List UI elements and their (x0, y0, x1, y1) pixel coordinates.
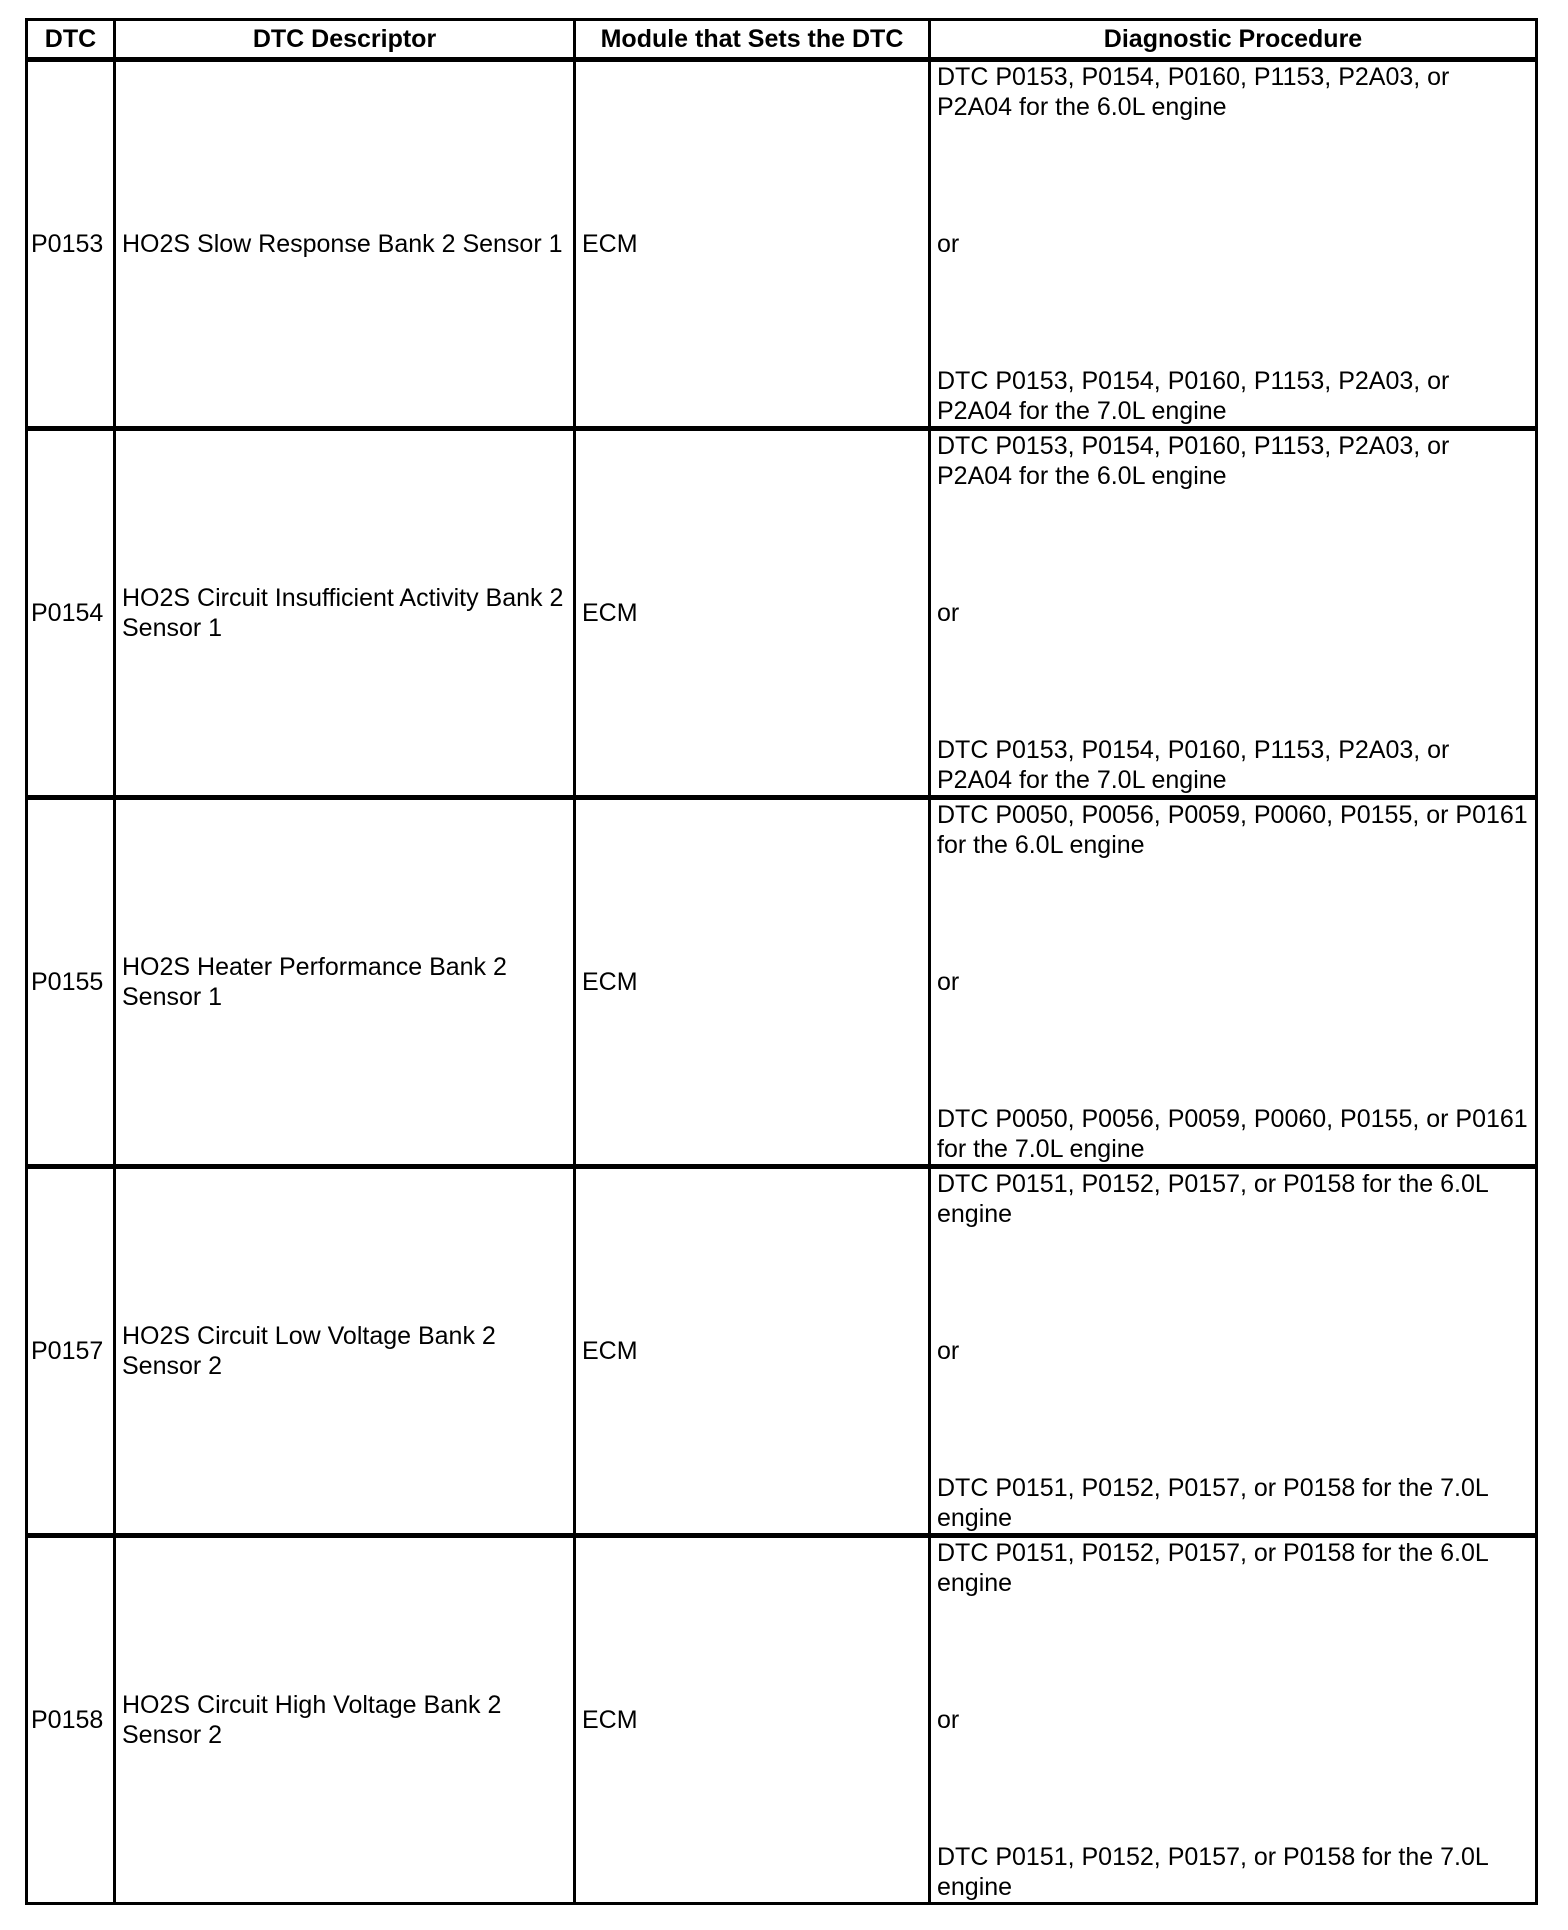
dtc-descriptor: HO2S Circuit High Voltage Bank 2 Sensor 2 (115, 1536, 575, 1904)
procedure-7-0l-link: DTC P0153, P0154, P0160, P1153, P2A03, or P2A04 for the 7.0L engine (937, 736, 1450, 794)
procedure-6-0l-link: DTC P0151, P0152, P0157, or P0158 for the 6.0L engine (937, 1170, 1488, 1228)
procedure-6-0l-link: DTC P0153, P0154, P0160, P1153, P2A03, or P2A04 for the 6.0L engine (937, 63, 1450, 121)
procedure-or: or (937, 968, 960, 996)
dtc-code: P0153 (27, 60, 115, 429)
module: ECM (575, 1167, 930, 1536)
diagnostic-procedure (930, 1536, 1537, 1904)
module: ECM (575, 60, 930, 429)
procedure-7-0l-link: DTC P0151, P0152, P0157, or P0158 for the 7.0L engine (937, 1843, 1488, 1901)
table-body (27, 60, 1537, 1904)
procedure-or: or (937, 230, 960, 258)
module: ECM (575, 798, 930, 1167)
procedure-or: or (937, 1706, 960, 1734)
header-procedure: Diagnostic Procedure (930, 20, 1537, 60)
procedure-or: or (937, 599, 960, 627)
table-header (27, 20, 1537, 60)
table-row (27, 798, 1537, 1167)
procedure-6-0l-link: DTC P0050, P0056, P0059, P0060, P0155, or P0161 for the 6.0L engine (937, 801, 1528, 859)
dtc-code: P0158 (27, 1536, 115, 1904)
dtc-descriptor: HO2S Slow Response Bank 2 Sensor 1 (115, 60, 575, 429)
dtc-code: P0155 (27, 798, 115, 1167)
table-row (27, 1536, 1537, 1904)
table-row (27, 60, 1537, 429)
procedure-6-0l-link: DTC P0153, P0154, P0160, P1153, P2A03, or P2A04 for the 6.0L engine (937, 432, 1450, 490)
dtc-code: P0157 (27, 1167, 115, 1536)
procedure-6-0l-link: DTC P0151, P0152, P0157, or P0158 for the 6.0L engine (937, 1539, 1488, 1597)
module: ECM (575, 1536, 930, 1904)
diagnostic-procedure (930, 798, 1537, 1167)
table-row (27, 429, 1537, 798)
header-row (27, 20, 1537, 60)
dtc-descriptor: HO2S Circuit Insufficient Activity Bank 2 Sensor 1 (115, 429, 575, 798)
dtc-descriptor: HO2S Heater Performance Bank 2 Sensor 1 (115, 798, 575, 1167)
diagnostic-procedure (930, 429, 1537, 798)
header-module: Module that Sets the DTC (575, 20, 930, 60)
procedure-7-0l-link: DTC P0153, P0154, P0160, P1153, P2A03, or P2A04 for the 7.0L engine (937, 367, 1450, 425)
dtc-table (25, 18, 1538, 1905)
procedure-7-0l-link: DTC P0050, P0056, P0059, P0060, P0155, or P0161 for the 7.0L engine (937, 1105, 1528, 1163)
dtc-code: P0154 (27, 429, 115, 798)
module: ECM (575, 429, 930, 798)
table-row (27, 1167, 1537, 1536)
procedure-7-0l-link: DTC P0151, P0152, P0157, or P0158 for the 7.0L engine (937, 1474, 1488, 1532)
dtc-descriptor: HO2S Circuit Low Voltage Bank 2 Sensor 2 (115, 1167, 575, 1536)
diagnostic-procedure (930, 60, 1537, 429)
header-dtc: DTC (27, 20, 115, 60)
header-descriptor: DTC Descriptor (115, 20, 575, 60)
diagnostic-procedure (930, 1167, 1537, 1536)
procedure-or: or (937, 1337, 960, 1365)
